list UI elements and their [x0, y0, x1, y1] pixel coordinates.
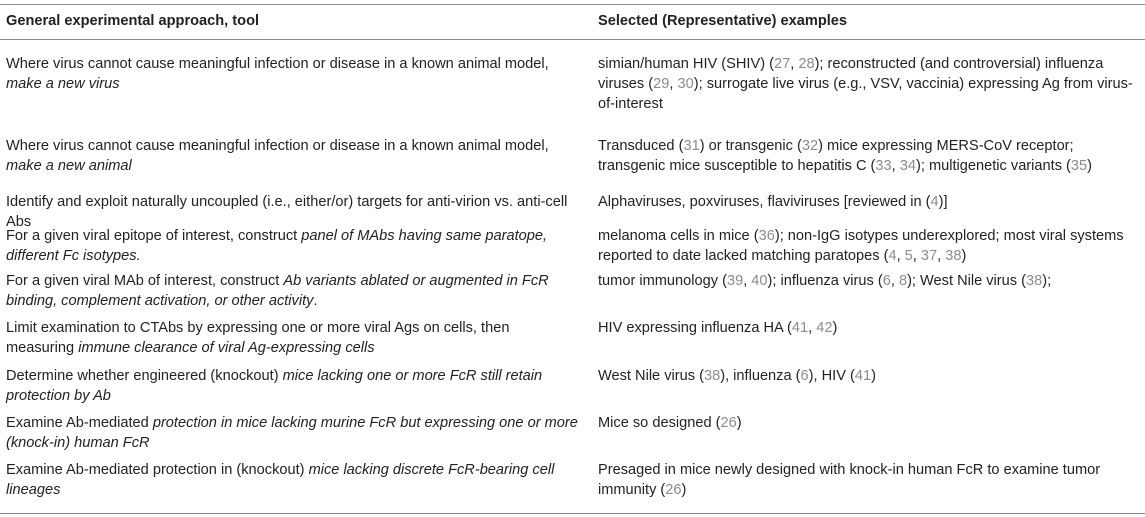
cell-text: ); multigenetic variants (: [916, 158, 1071, 174]
reference-number: 38: [703, 368, 721, 384]
cell-text: );: [1042, 273, 1052, 289]
examples-cell: [598, 460, 1143, 500]
cell-text: Where virus cannot cause meaningful infection or disease in a known animal model,: [6, 138, 549, 154]
cell-text: tumor immunology (: [598, 273, 727, 289]
cell-text: ); influenza virus (: [767, 273, 883, 289]
examples-cell: [598, 271, 1143, 291]
reference-number: 29: [653, 76, 670, 92]
examples-cell: [598, 413, 1143, 433]
reference-number: 38: [1026, 273, 1043, 289]
approach-cell: [6, 413, 581, 453]
cell-text: .: [313, 293, 318, 309]
reference-number: 4: [930, 194, 939, 210]
italic-text: make a new virus: [6, 76, 120, 92]
cell-text: ,: [890, 273, 899, 289]
reference-number: 41: [854, 368, 872, 384]
cell-text: ): [871, 368, 876, 384]
cell-text: Identify and exploit naturally uncoupled (i.e., either/or) targets for anti-virion vs. anti-cell Abs: [6, 194, 568, 230]
cell-text: ,: [669, 76, 678, 92]
cell-text: ,: [912, 248, 921, 264]
reference-number: 42: [816, 320, 833, 336]
cell-text: Mice so designed (: [598, 415, 721, 431]
reference-number: 5: [904, 248, 913, 264]
reference-number: 37: [920, 248, 938, 264]
cell-text: Presaged in mice newly designed with knock-in human FcR to examine tumor immunity (: [598, 462, 1101, 498]
italic-text: immune clearance of viral Ag-expressing cells: [78, 340, 375, 356]
italic-text: mice lacking one or more FcR still retain protection by Ab: [6, 368, 543, 404]
cell-text: Where virus cannot cause meaningful infection or disease in a known animal model,: [6, 56, 549, 72]
reference-number: 35: [1070, 158, 1088, 174]
reference-number: 27: [773, 56, 791, 72]
examples-cell: [598, 54, 1143, 114]
reference-number: 38: [945, 248, 962, 264]
table-header-rule: [0, 39, 1145, 40]
reference-number: 8: [898, 273, 908, 289]
cell-text: ); non-IgG isotypes underexplored; most viral systems reported to date lacked matching paratopes (: [598, 228, 1124, 264]
reference-number: 28: [798, 56, 815, 72]
reference-number: 34: [899, 158, 916, 174]
cell-text: ,: [891, 158, 900, 174]
reference-number: 6: [800, 368, 809, 384]
reference-number: 32: [801, 138, 819, 154]
cell-text: ), HIV (: [808, 368, 855, 384]
cell-text: ): [1087, 158, 1093, 174]
cell-text: ); surrogate live virus (e.g., VSV, vaccinia) expressing Ag from virus-of-interest: [598, 76, 1133, 112]
header-examples: Selected (Representative) examples: [598, 13, 848, 29]
reference-number: 4: [888, 248, 897, 264]
cell-text: ,: [808, 320, 817, 336]
italic-text: Ab variants ablated or augmented in FcR binding, complement activation, or other activity: [6, 273, 549, 309]
cell-text: ,: [896, 248, 905, 264]
approach-cell: [6, 226, 581, 266]
reference-number: 40: [751, 273, 768, 289]
cell-text: ,: [743, 273, 752, 289]
cell-text: ), influenza (: [720, 368, 801, 384]
reference-number: 30: [677, 76, 694, 92]
cell-text: simian/human HIV (SHIV) (: [598, 56, 774, 72]
examples-cell: [598, 226, 1143, 266]
reference-number: 6: [882, 273, 891, 289]
approach-cell: [6, 54, 581, 94]
italic-text: make a new animal: [6, 158, 132, 174]
cell-text: Examine Ab-mediated: [6, 415, 153, 431]
approach-cell: [6, 318, 581, 358]
cell-text: ); West Nile virus (: [907, 273, 1026, 289]
examples-cell: [598, 192, 1143, 212]
examples-cell: [598, 318, 1143, 338]
table-bottom-rule: [0, 513, 1145, 514]
approach-cell: [6, 460, 581, 500]
italic-text: panel of MAbs having same paratope, different Fc isotypes.: [6, 228, 548, 264]
reference-number: 41: [791, 320, 809, 336]
reference-number: 26: [665, 482, 682, 498]
cell-text: ) or transgenic (: [699, 138, 802, 154]
reference-number: 36: [758, 228, 775, 244]
cell-text: Determine whether engineered (knockout): [6, 368, 283, 384]
cell-text: ); reconstructed (and controversial) influenza viruses (: [598, 56, 1104, 92]
cell-text: ): [681, 482, 687, 498]
cell-text: West Nile virus (: [598, 368, 704, 384]
cell-text: ): [961, 248, 967, 264]
cell-text: Examine Ab-mediated protection in (knockout): [6, 462, 309, 478]
italic-text: protection in mice lacking murine FcR but expressing one or more (knock-in) human FcR: [6, 415, 578, 451]
cell-text: Alphaviruses, poxviruses, flaviviruses [reviewed in (: [598, 194, 931, 210]
reference-number: 26: [720, 415, 737, 431]
reference-number: 33: [875, 158, 892, 174]
cell-text: ,: [937, 248, 946, 264]
table-top-rule: [0, 4, 1145, 5]
cell-text: For a given viral MAb of interest, construct: [6, 273, 284, 289]
cell-text: Transduced (: [598, 138, 684, 154]
cell-text: HIV expressing influenza HA (: [598, 320, 792, 336]
cell-text: Limit examination to CTAbs by expressing one or more viral Ags on cells, then measuring: [6, 320, 510, 356]
examples-cell: [598, 366, 1143, 386]
cell-text: ) mice expressing MERS-CoV receptor; transgenic mice susceptible to hepatitis C (: [598, 138, 1074, 174]
cell-text: )]: [938, 194, 948, 210]
approach-cell: [6, 366, 581, 406]
cell-text: ,: [790, 56, 799, 72]
examples-cell: [598, 136, 1143, 176]
cell-text: ): [736, 415, 742, 431]
cell-text: For a given viral epitope of interest, construct: [6, 228, 302, 244]
italic-text: mice lacking discrete FcR-bearing cell lineages: [6, 462, 555, 498]
reference-number: 31: [683, 138, 700, 154]
approach-cell: [6, 136, 581, 176]
header-approach: General experimental approach, tool: [6, 13, 260, 29]
cell-text: ): [832, 320, 838, 336]
reference-number: 39: [726, 273, 744, 289]
approach-cell: [6, 271, 581, 311]
cell-text: melanoma cells in mice (: [598, 228, 759, 244]
